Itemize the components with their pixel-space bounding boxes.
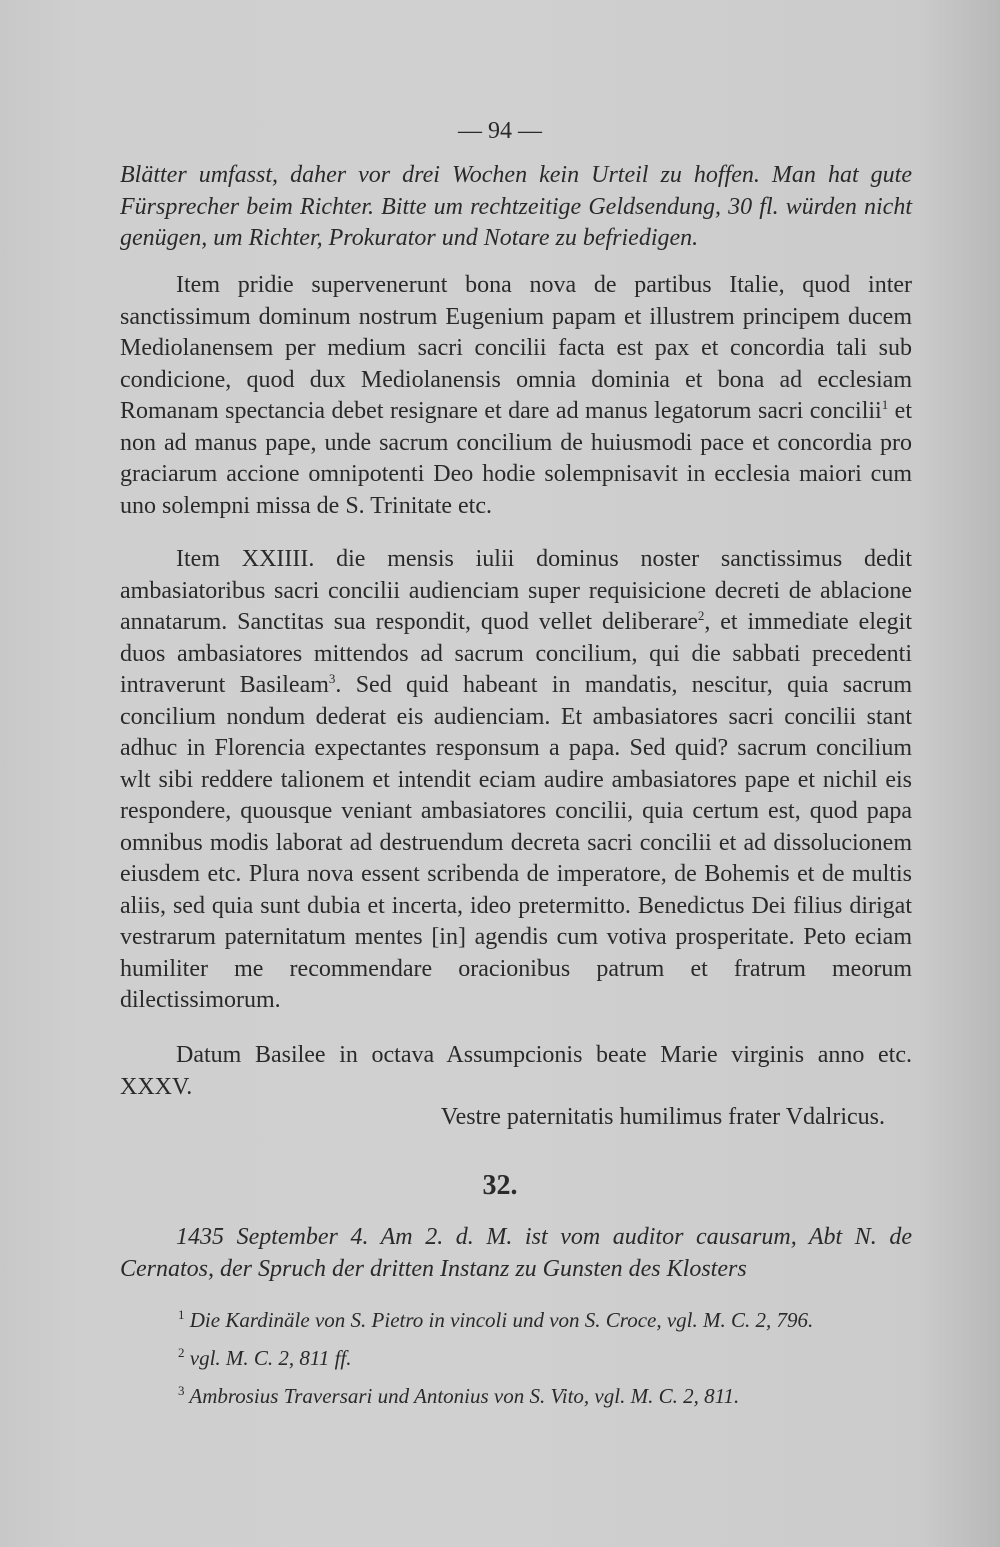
footnotes [120,1306,912,1420]
signature: Vestre paternitatis humilimus frater Vdalricus. [440,1104,885,1130]
footnote-ref-1: 1 [881,397,889,412]
paragraph-2-part-c: . Sed quid habeant in mandatis, nescitur, quia sacrum concilium nondum dederat eis audienciam. Et ambasiatores sacri concilii stant adhuc in Florencia expectantes responsum a papa. Sed quid? sacrum concilium wlt sibi reddere talionem et intendit eciam audire ambasiatores pape et nichil eis respondere, quousque veniant ambasiatores concilii, quia certum est, quod papa omnibus modis laborat ad destruendum decreta sacri concilii et ad dissolucionem eiusdem etc. Plura nova essent scribenda de imperatore, de Bohemis et de multis aliis, sed quia sunt dubia et incerta, ideo pretermitto. Benedictus Dei filius dirigat vestrarum paternitatum mentes [in] agendis cum votiva prosperitate. Peto eciam humiliter me recommendare oracionibus patrum et fratrum meorum dilectissimorum. [120,672,912,1013]
paragraph-2-part-b: , et immediate elegit duos ambasiatores mittendos ad sacrum concilium, qui die sabbati precedenti intraverunt Basileam [120,609,912,698]
summary-text: Blätter umfasst, daher vor drei Wochen kein Urteil zu hoffen. Man hat gute Fürsprecher beim Richter. Bitte um rechtzeitige Geldsendung, 30 fl. würden nicht genügen, um Richter, Prokurator und Notare zu befriedigen. [120,162,912,251]
footnote-ref-2: 2 [697,608,705,623]
footnote-3-text: Ambrosius Traversari und Antonius von S. Vito, vgl. M. C. 2, 811. [189,1384,740,1408]
paragraph-2 [120,544,912,1017]
paragraph-1-part-a: Item pridie supervenerunt bona nova de partibus Italie, quod inter sanctissimum dominum nostrum Eugenium papam et illustrem principem ducem Mediolanensem per medium sacri concilii facta est pax et concordia tali sub condicione, quod dux Mediolanensis omnia dominia et bona ad ecclesiam Romanam spectancia debet resignare et dare ad manus legatorum sacri concilii [120,272,912,424]
paragraph-2-part-a: Item XXIIII. die mensis iulii dominus noster sanctissimus dedit ambasiatoribus sacri concilii audienciam super requisicione decreti de ablacione annatarum. Sanctitas sua respondit, quod vellet deliberare [120,546,912,635]
page-number: — 94 — [458,118,542,144]
footnote-2 [120,1344,912,1372]
regest-text: 1435 September 4. Am 2. d. M. ist vom auditor causarum, Abt N. de Cernatos, der Spruch der dritten Instanz zu Gunsten des Klosters [120,1224,912,1282]
footnote-1-mark: 1 [178,1307,185,1322]
paragraph-1-part-b: et non ad manus pape, unde sacrum concilium de huiusmodi pace et concordia pro graciarum accione omnipotenti Deo hodie solempnisavit in ecclesia maiori cum uno solempni missa de S. Trinitate etc. [120,398,912,519]
footnote-ref-3: 3 [328,671,336,686]
paragraph-1 [120,270,912,522]
footnote-3-mark: 3 [178,1383,185,1398]
footnote-1 [120,1306,912,1334]
regest [120,1222,912,1285]
datum-text: Datum Basilee in octava Assumpcionis beate Marie virginis anno etc. XXXV. [120,1042,912,1100]
footnote-3 [120,1382,912,1410]
footnote-1-text: Die Kardinäle von S. Pietro in vincoli und von S. Croce, vgl. M. C. 2, 796. [189,1308,814,1332]
footnote-2-text: vgl. M. C. 2, 811 ff. [189,1346,352,1370]
document-number: 32. [482,1170,518,1201]
footnote-2-mark: 2 [178,1345,185,1360]
datum-line [120,1040,912,1103]
